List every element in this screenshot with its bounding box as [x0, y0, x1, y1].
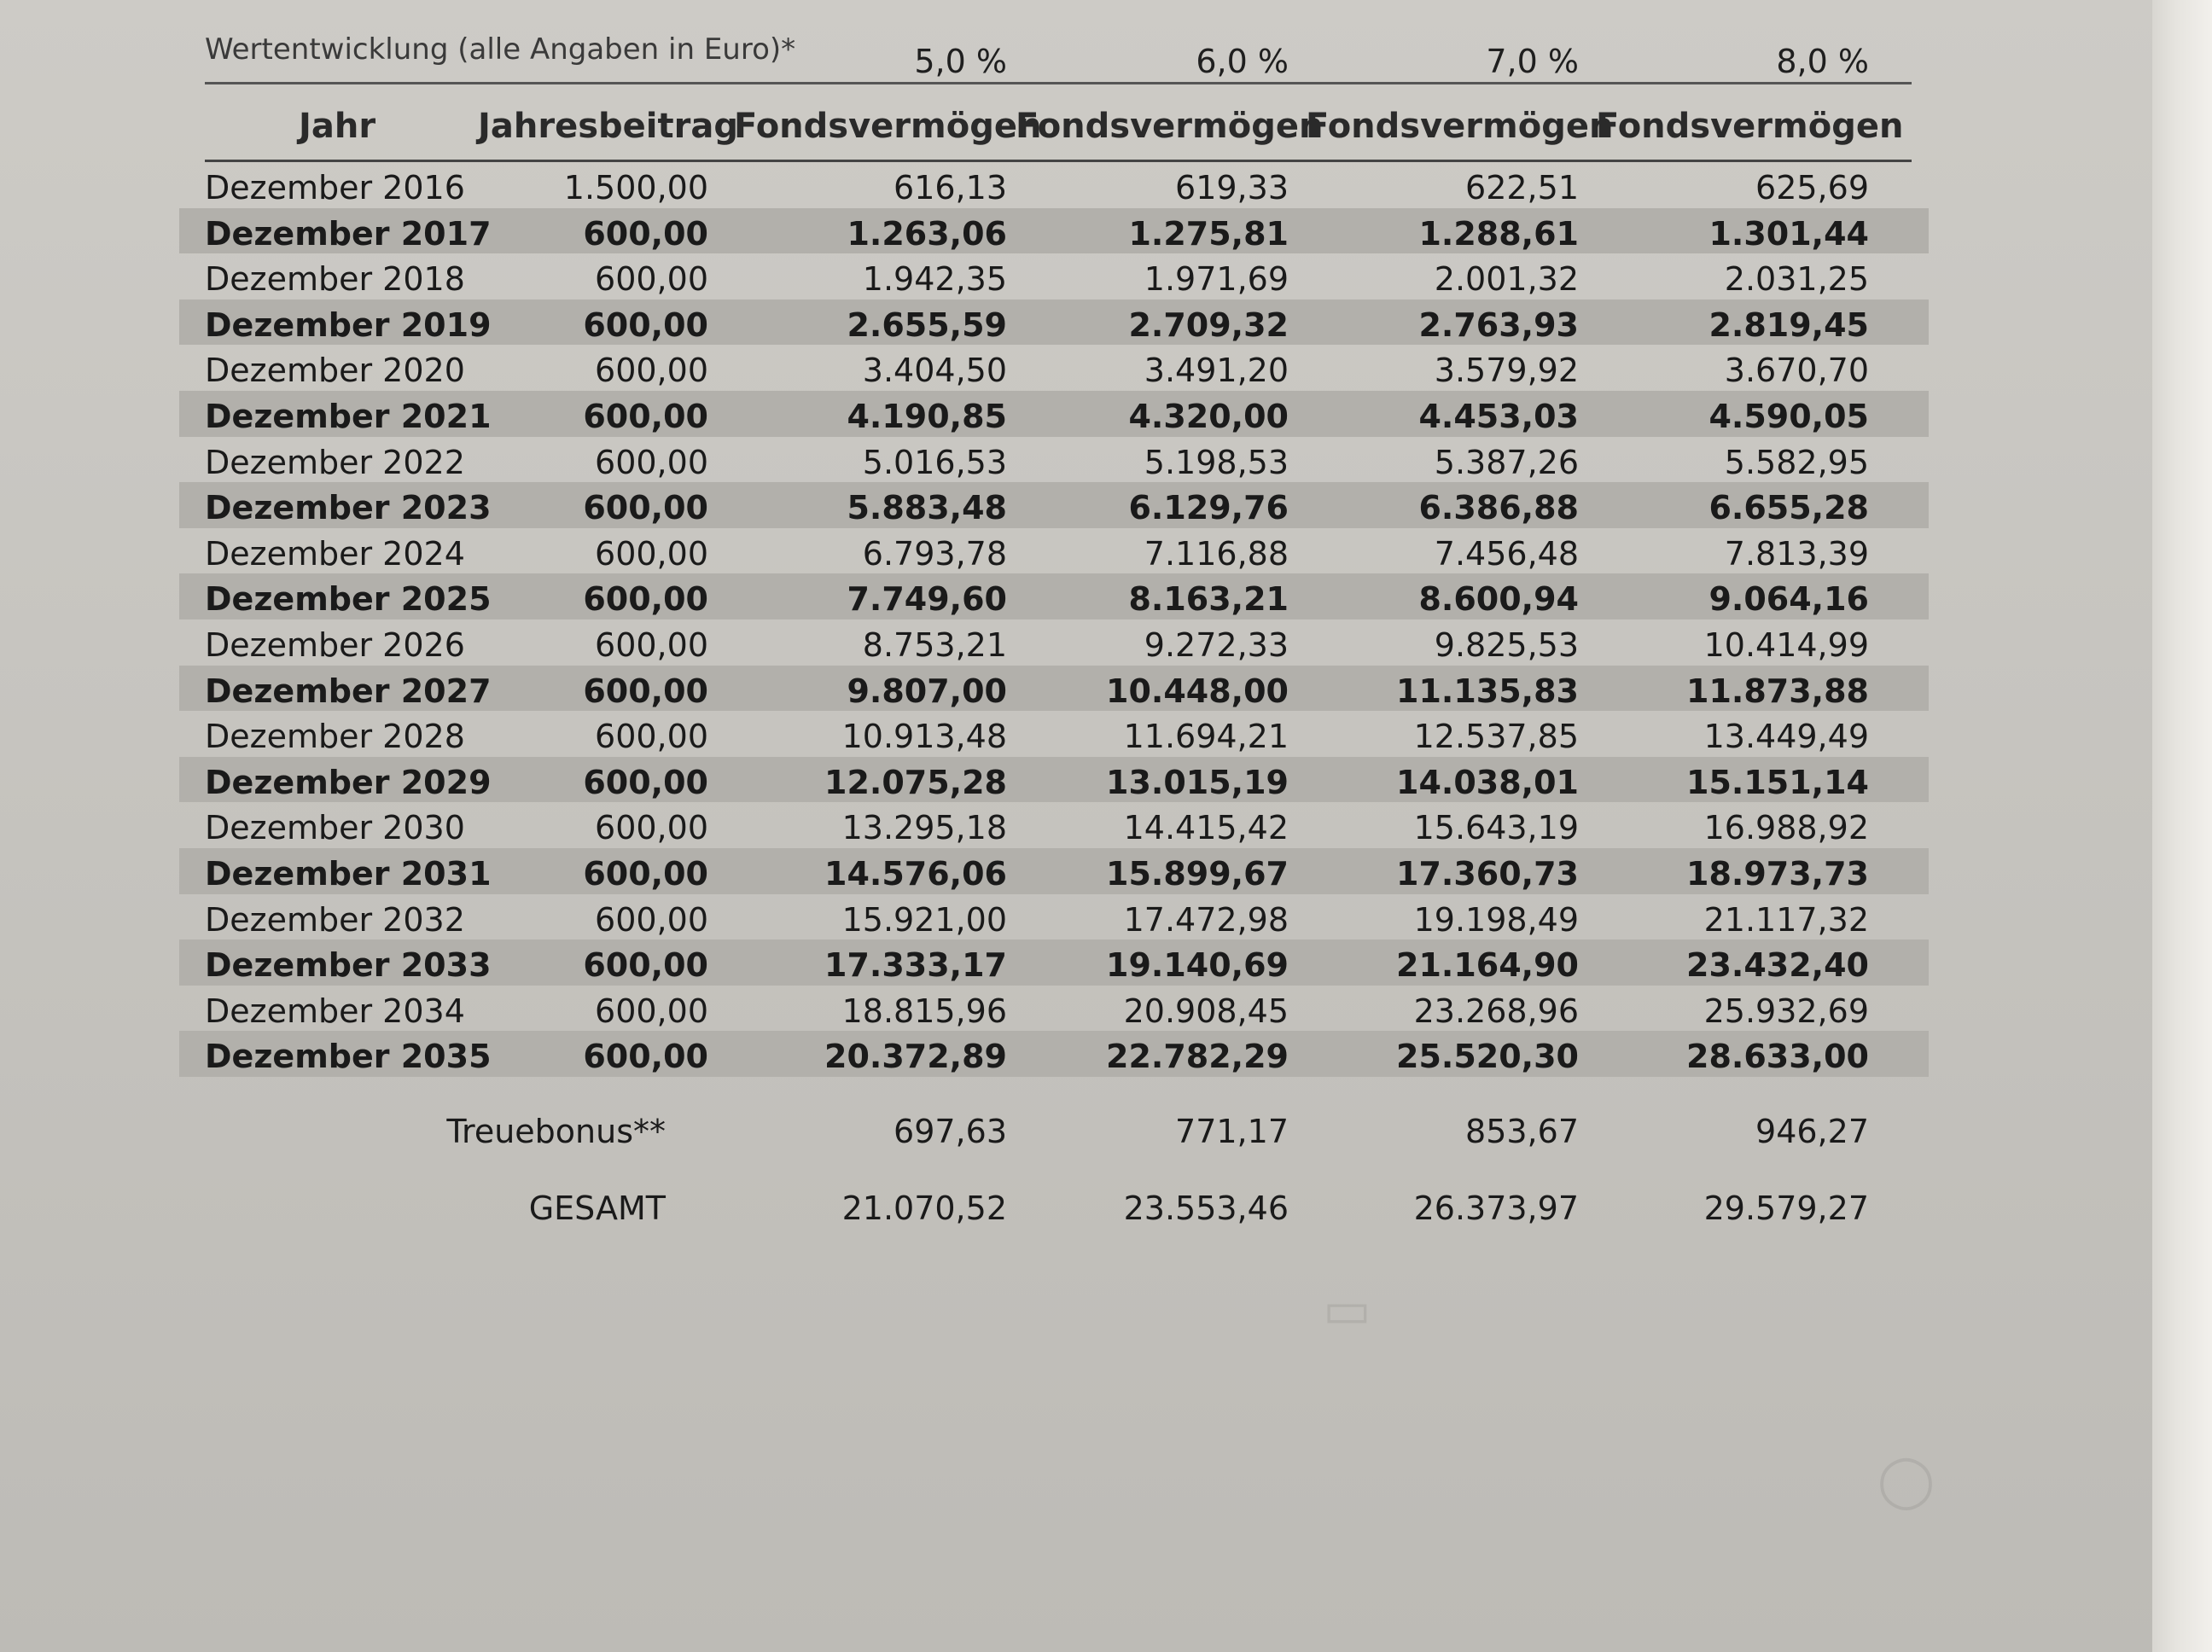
fund-value-7-cell: 15.643,19: [1413, 809, 1579, 847]
col-header-fund-6: Fondsvermögen: [1016, 107, 1324, 146]
bonus-label: Treuebonus**: [446, 1112, 666, 1150]
table-row: [179, 482, 1929, 528]
fund-value-5-cell: 2.655,59: [847, 305, 1007, 344]
year-cell: Dezember 2030: [205, 809, 465, 847]
fund-value-7-cell: 7.456,48: [1434, 534, 1579, 573]
fund-value-8-cell: 16.988,92: [1703, 809, 1869, 847]
table-body: [179, 162, 1929, 1077]
fund-value-5-cell: 8.753,21: [862, 625, 1007, 664]
fund-value-6-cell: 4.320,00: [1128, 397, 1289, 435]
table-row: [179, 162, 1929, 208]
fund-value-6-cell: 19.140,69: [1106, 946, 1289, 985]
fund-value-8-cell: 4.590,05: [1708, 397, 1869, 435]
contribution-cell: 600,00: [595, 443, 708, 481]
fund-value-6-cell: 8.163,21: [1128, 580, 1289, 619]
table-row: [179, 986, 1929, 1032]
table-row: [179, 1031, 1929, 1077]
table-row: [179, 437, 1929, 483]
bonus-value-7: 853,67: [1465, 1112, 1579, 1150]
year-cell: Dezember 2028: [205, 718, 465, 756]
table-row: [179, 300, 1929, 346]
table-row: [179, 894, 1929, 940]
fund-value-8-cell: 2.031,25: [1724, 260, 1869, 299]
fund-value-8-cell: 625,69: [1755, 169, 1869, 206]
contribution-cell: 600,00: [583, 854, 708, 893]
rate-header-5: 5,0 %: [914, 43, 1007, 80]
year-cell: Dezember 2027: [205, 672, 492, 710]
table-row: [179, 573, 1929, 620]
fund-value-7-cell: 1.288,61: [1418, 214, 1579, 253]
col-header-year: Jahr: [299, 107, 376, 146]
table-row: [179, 802, 1929, 848]
year-cell: Dezember 2024: [205, 534, 465, 573]
bonus-value-6: 771,17: [1175, 1112, 1289, 1150]
total-value-8: 29.579,27: [1703, 1189, 1869, 1227]
fund-value-5-cell: 13.295,18: [841, 809, 1007, 847]
fund-value-6-cell: 13.015,19: [1106, 763, 1289, 801]
fund-value-6-cell: 9.272,33: [1144, 625, 1289, 664]
contribution-cell: 600,00: [595, 260, 708, 299]
fund-value-6-cell: 17.472,98: [1123, 900, 1289, 939]
show-through-decoration: ◯: [1877, 1451, 1936, 1510]
fund-value-6-cell: 1.275,81: [1128, 214, 1289, 253]
table-row: [179, 208, 1929, 254]
fund-value-5-cell: 616,13: [894, 169, 1007, 206]
fund-value-7-cell: 3.579,92: [1434, 352, 1579, 390]
column-header-row: [179, 85, 1929, 162]
fund-value-7-cell: 9.825,53: [1434, 625, 1579, 664]
fund-value-6-cell: 1.971,69: [1144, 260, 1289, 299]
fund-value-8-cell: 23.432,40: [1686, 946, 1869, 985]
fund-value-5-cell: 5.883,48: [847, 489, 1007, 527]
fund-value-8-cell: 2.819,45: [1708, 305, 1869, 344]
top-rule: [205, 82, 1912, 84]
value-development-table: [179, 17, 1929, 1248]
fund-value-5-cell: 1.942,35: [862, 260, 1007, 299]
table-row: [179, 757, 1929, 803]
table-row: [179, 528, 1929, 574]
caption-row: [179, 17, 1929, 85]
year-cell: Dezember 2020: [205, 352, 465, 390]
fund-value-8-cell: 3.670,70: [1724, 352, 1869, 390]
fund-value-6-cell: 22.782,29: [1106, 1038, 1289, 1076]
fund-value-7-cell: 2.001,32: [1434, 260, 1579, 299]
contribution-cell: 600,00: [595, 900, 708, 939]
fund-value-7-cell: 21.164,90: [1396, 946, 1579, 985]
year-cell: Dezember 2026: [205, 625, 465, 664]
rate-header-7: 7,0 %: [1486, 43, 1579, 80]
contribution-cell: 600,00: [583, 305, 708, 344]
fund-value-7-cell: 23.268,96: [1413, 992, 1579, 1030]
fund-value-8-cell: 9.064,16: [1708, 580, 1869, 619]
rate-header-6: 6,0 %: [1196, 43, 1289, 80]
fund-value-8-cell: 11.873,88: [1686, 672, 1869, 710]
contribution-cell: 600,00: [595, 352, 708, 390]
year-cell: Dezember 2022: [205, 443, 465, 481]
fund-value-5-cell: 6.793,78: [862, 534, 1007, 573]
fund-value-5-cell: 1.263,06: [847, 214, 1007, 253]
fund-value-6-cell: 20.908,45: [1123, 992, 1289, 1030]
fund-value-7-cell: 17.360,73: [1396, 854, 1579, 893]
total-row: [179, 1171, 1929, 1248]
year-cell: Dezember 2025: [205, 580, 492, 619]
year-cell: Dezember 2033: [205, 946, 492, 985]
contribution-cell: 600,00: [583, 672, 708, 710]
table-row: [179, 345, 1929, 391]
fund-value-5-cell: 10.913,48: [841, 718, 1007, 756]
fund-value-7-cell: 19.198,49: [1413, 900, 1579, 939]
year-cell: Dezember 2018: [205, 260, 465, 299]
fund-value-6-cell: 7.116,88: [1144, 534, 1289, 573]
fund-value-5-cell: 5.016,53: [862, 443, 1007, 481]
fund-value-7-cell: 4.453,03: [1418, 397, 1579, 435]
fund-value-7-cell: 2.763,93: [1418, 305, 1579, 344]
fund-value-6-cell: 15.899,67: [1106, 854, 1289, 893]
table-caption: Wertentwicklung (alle Angaben in Euro)*: [205, 32, 796, 67]
contribution-cell: 600,00: [583, 946, 708, 985]
total-value-5: 21.070,52: [841, 1189, 1007, 1227]
year-cell: Dezember 2016: [205, 169, 465, 206]
page-edge: [2152, 0, 2212, 1652]
fund-value-6-cell: 6.129,76: [1128, 489, 1289, 527]
year-cell: Dezember 2021: [205, 397, 492, 435]
fund-value-7-cell: 12.537,85: [1413, 718, 1579, 756]
year-cell: Dezember 2032: [205, 900, 465, 939]
col-header-fund-5: Fondsvermögen: [734, 107, 1042, 146]
contribution-cell: 600,00: [583, 397, 708, 435]
contribution-cell: 600,00: [583, 1038, 708, 1076]
fund-value-8-cell: 7.813,39: [1724, 534, 1869, 573]
fund-value-8-cell: 25.932,69: [1703, 992, 1869, 1030]
fund-value-6-cell: 11.694,21: [1123, 718, 1289, 756]
fund-value-8-cell: 6.655,28: [1708, 489, 1869, 527]
fund-value-6-cell: 5.198,53: [1144, 443, 1289, 481]
fund-value-7-cell: 5.387,26: [1434, 443, 1579, 481]
total-label: GESAMT: [528, 1189, 666, 1227]
show-through-decoration: ▭: [1323, 1280, 1371, 1340]
fund-value-5-cell: 7.749,60: [847, 580, 1007, 619]
fund-value-5-cell: 15.921,00: [841, 900, 1007, 939]
fund-value-6-cell: 619,33: [1175, 169, 1289, 206]
fund-value-6-cell: 2.709,32: [1128, 305, 1289, 344]
contribution-cell: 600,00: [595, 718, 708, 756]
fund-value-6-cell: 14.415,42: [1123, 809, 1289, 847]
fund-value-8-cell: 18.973,73: [1686, 854, 1869, 893]
fund-value-5-cell: 14.576,06: [824, 854, 1007, 893]
col-header-fund-8: Fondsvermögen: [1596, 107, 1904, 146]
year-cell: Dezember 2035: [205, 1038, 492, 1076]
total-value-7: 26.373,97: [1413, 1189, 1579, 1227]
fund-value-7-cell: 11.135,83: [1396, 672, 1579, 710]
table-row: [179, 939, 1929, 986]
table-row: [179, 666, 1929, 712]
fund-value-7-cell: 14.038,01: [1396, 763, 1579, 801]
contribution-cell: 600,00: [583, 580, 708, 619]
table-row: [179, 253, 1929, 300]
fund-value-8-cell: 21.117,32: [1703, 900, 1869, 939]
year-cell: Dezember 2017: [205, 214, 492, 253]
fund-value-8-cell: 28.633,00: [1686, 1038, 1869, 1076]
fund-value-8-cell: 13.449,49: [1703, 718, 1869, 756]
fund-value-8-cell: 1.301,44: [1708, 214, 1869, 253]
contribution-cell: 600,00: [595, 809, 708, 847]
rate-header-8: 8,0 %: [1776, 43, 1869, 80]
fund-value-7-cell: 25.520,30: [1396, 1038, 1579, 1076]
bonus-value-8: 946,27: [1755, 1112, 1869, 1150]
year-cell: Dezember 2029: [205, 763, 492, 801]
contribution-cell: 600,00: [583, 214, 708, 253]
fund-value-5-cell: 17.333,17: [824, 946, 1007, 985]
year-cell: Dezember 2034: [205, 992, 465, 1030]
fund-value-5-cell: 9.807,00: [847, 672, 1007, 710]
year-cell: Dezember 2031: [205, 854, 492, 893]
fund-value-5-cell: 4.190,85: [847, 397, 1007, 435]
col-header-contribution: Jahresbeitrag: [478, 107, 738, 146]
fund-value-7-cell: 8.600,94: [1418, 580, 1579, 619]
col-header-fund-7: Fondsvermögen: [1306, 107, 1614, 146]
fund-value-5-cell: 18.815,96: [841, 992, 1007, 1030]
fund-value-5-cell: 12.075,28: [824, 763, 1007, 801]
fund-value-7-cell: 622,51: [1465, 169, 1579, 206]
fund-value-5-cell: 20.372,89: [824, 1038, 1007, 1076]
table-row: [179, 391, 1929, 437]
fund-value-8-cell: 15.151,14: [1686, 763, 1869, 801]
table-row: [179, 848, 1929, 894]
fund-value-6-cell: 3.491,20: [1144, 352, 1289, 390]
fund-value-7-cell: 6.386,88: [1418, 489, 1579, 527]
bonus-row: [179, 1094, 1929, 1171]
fund-value-8-cell: 10.414,99: [1703, 625, 1869, 664]
contribution-cell: 600,00: [595, 992, 708, 1030]
total-value-6: 23.553,46: [1123, 1189, 1289, 1227]
table-row: [179, 620, 1929, 666]
contribution-cell: 600,00: [595, 534, 708, 573]
bonus-value-5: 697,63: [894, 1112, 1007, 1150]
contribution-cell: 600,00: [595, 625, 708, 664]
table-row: [179, 711, 1929, 757]
year-cell: Dezember 2019: [205, 305, 492, 344]
contribution-cell: 600,00: [583, 489, 708, 527]
fund-value-5-cell: 3.404,50: [862, 352, 1007, 390]
year-cell: Dezember 2023: [205, 489, 492, 527]
contribution-cell: 600,00: [583, 763, 708, 801]
contribution-cell: 1.500,00: [563, 169, 708, 206]
fund-value-6-cell: 10.448,00: [1106, 672, 1289, 710]
fund-value-8-cell: 5.582,95: [1724, 443, 1869, 481]
